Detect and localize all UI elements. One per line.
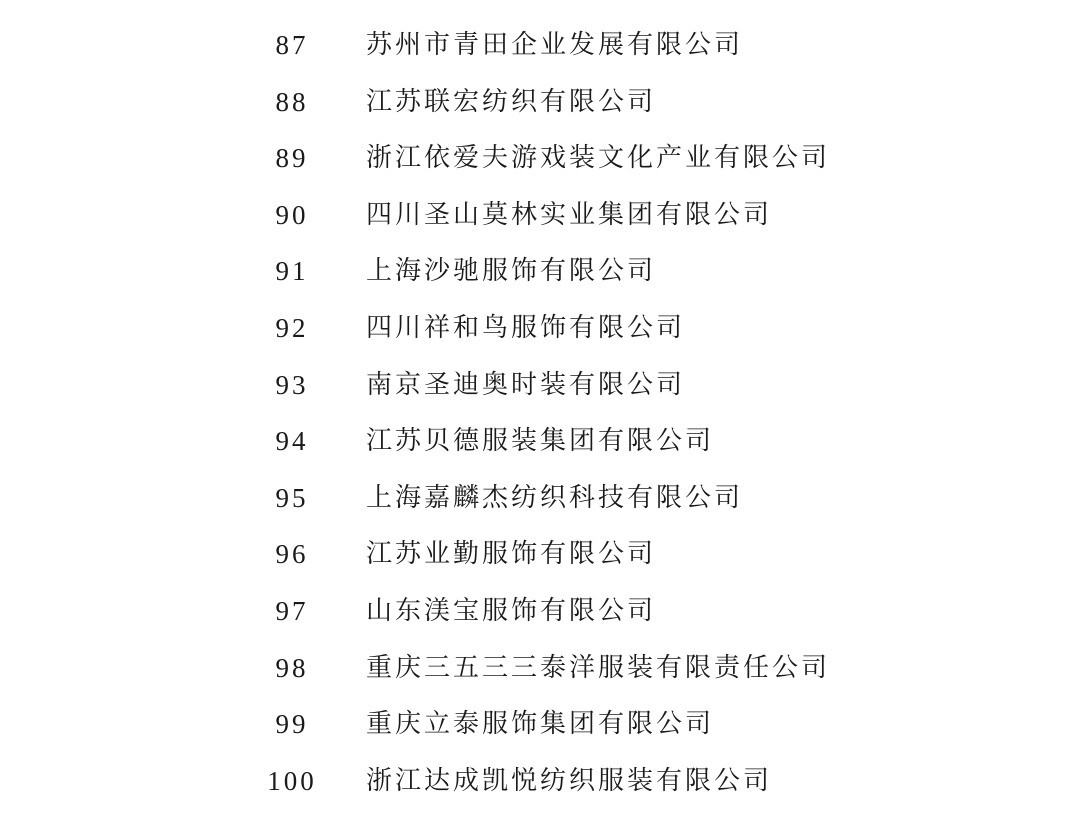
list-item bbox=[0, 640, 1080, 697]
list-item bbox=[0, 17, 1080, 74]
list-item bbox=[0, 583, 1080, 640]
company-name: 苏州市青田企业发展有限公司 bbox=[366, 30, 744, 60]
row-number: 87 bbox=[275, 30, 309, 60]
company-name: 上海沙驰服饰有限公司 bbox=[366, 256, 657, 287]
company-name: 上海嘉麟杰纺织科技有限公司 bbox=[366, 482, 744, 513]
row-number: 98 bbox=[275, 652, 309, 683]
list-item bbox=[0, 413, 1080, 470]
company-name: 重庆立泰服饰集团有限公司 bbox=[366, 709, 715, 740]
row-number: 91 bbox=[275, 256, 309, 287]
company-name: 江苏联宏纺织有限公司 bbox=[366, 86, 657, 117]
list-item bbox=[0, 526, 1080, 583]
company-name: 重庆三五三三泰洋服装有限责任公司 bbox=[366, 652, 831, 683]
list-item bbox=[0, 130, 1080, 187]
list-item bbox=[0, 470, 1080, 527]
row-number: 88 bbox=[275, 86, 309, 117]
row-number: 94 bbox=[275, 426, 309, 457]
list-item bbox=[0, 243, 1080, 300]
company-name: 江苏贝德服装集团有限公司 bbox=[366, 426, 715, 457]
company-name: 江苏业勤服饰有限公司 bbox=[366, 539, 657, 570]
list-item bbox=[0, 696, 1080, 753]
row-number: 96 bbox=[275, 539, 309, 570]
list-item bbox=[0, 187, 1080, 244]
list-item bbox=[0, 753, 1080, 810]
company-list bbox=[0, 17, 1080, 809]
company-name: 四川圣山莫林实业集团有限公司 bbox=[366, 199, 773, 230]
company-name: 山东渼宝服饰有限公司 bbox=[366, 595, 657, 626]
row-number: 89 bbox=[275, 143, 309, 174]
row-number: 93 bbox=[275, 369, 309, 400]
list-item bbox=[0, 300, 1080, 357]
company-name: 四川祥和鸟服饰有限公司 bbox=[366, 312, 686, 343]
company-name: 浙江依爱夫游戏装文化产业有限公司 bbox=[366, 143, 831, 174]
row-number: 100 bbox=[267, 765, 317, 796]
row-number: 97 bbox=[275, 595, 309, 626]
row-number: 99 bbox=[275, 709, 309, 740]
row-number: 95 bbox=[275, 482, 309, 513]
company-name: 南京圣迪奥时装有限公司 bbox=[366, 369, 686, 400]
list-item bbox=[0, 357, 1080, 414]
list-item bbox=[0, 74, 1080, 131]
company-name: 浙江达成凯悦纺织服装有限公司 bbox=[366, 765, 773, 796]
row-number: 90 bbox=[275, 199, 309, 230]
row-number: 92 bbox=[275, 312, 309, 343]
